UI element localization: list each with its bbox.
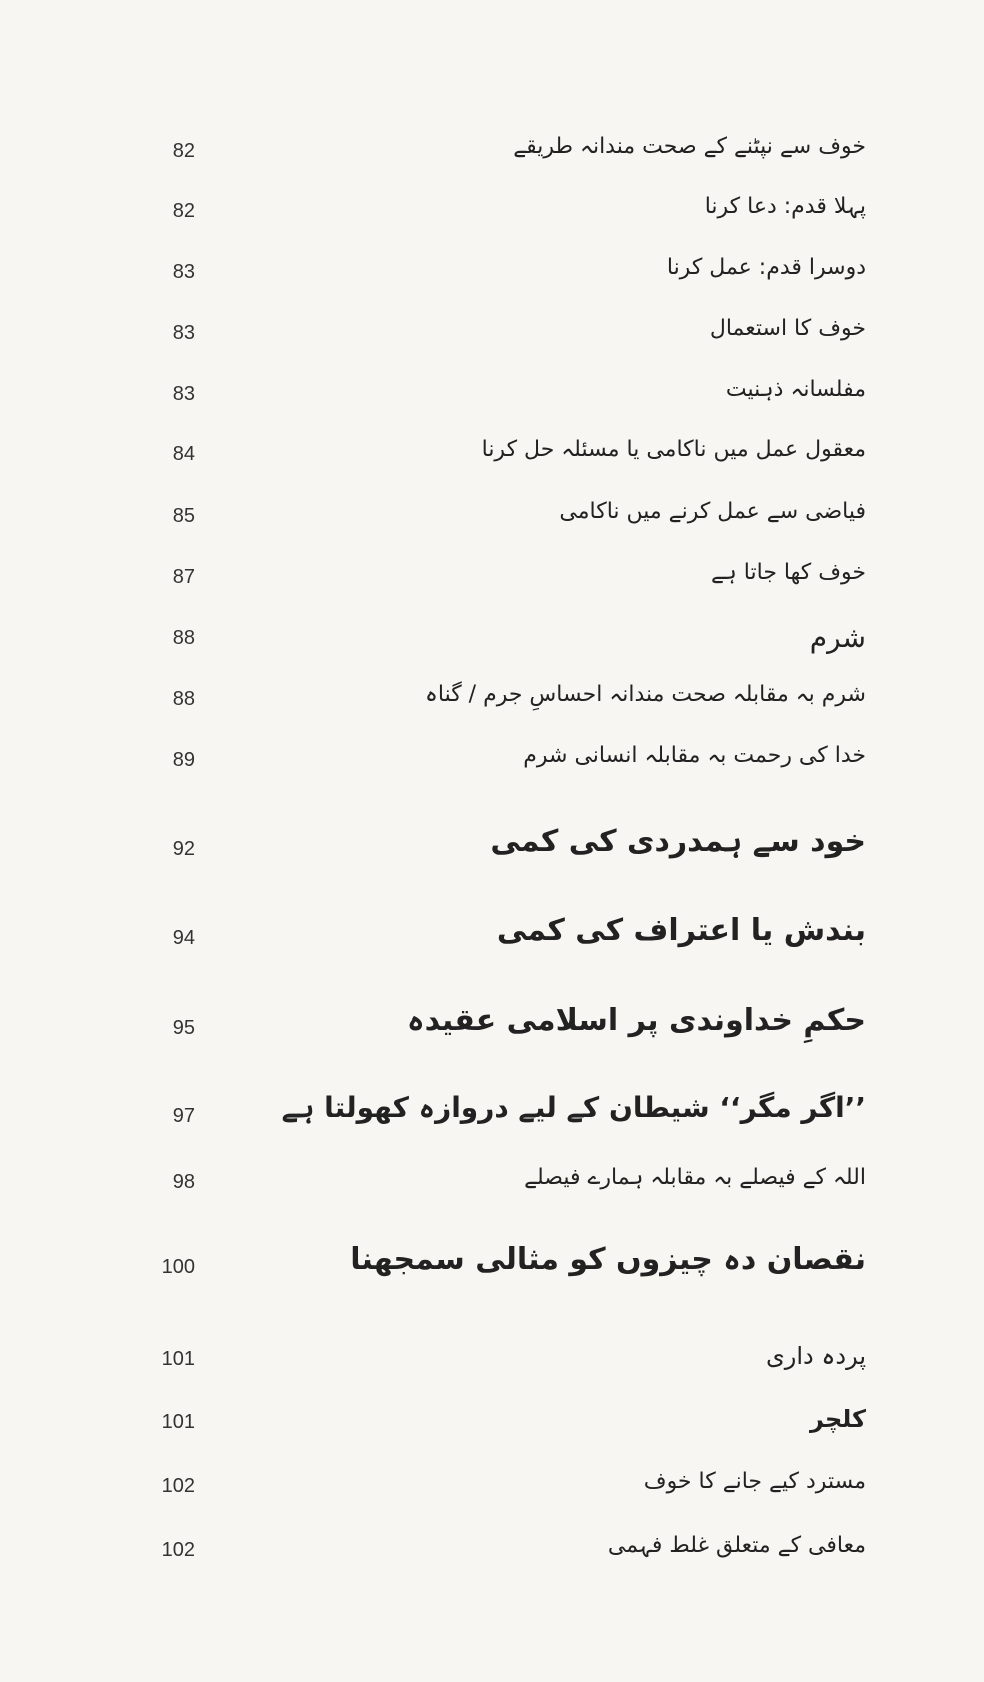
toc-entry-title: معقول عمل میں ناکامی یا مسئلہ حل کرنا <box>481 437 866 462</box>
toc-entry-page: 87 <box>172 566 195 588</box>
toc-entry-title: پردہ داری <box>765 1342 866 1370</box>
toc-entry <box>0 560 984 620</box>
toc-entry-page: 97 <box>172 1105 195 1127</box>
toc-entry <box>0 1091 984 1151</box>
toc-entry <box>0 1165 984 1225</box>
toc-entry-page: 102 <box>161 1475 195 1497</box>
toc-entry <box>0 1469 984 1529</box>
toc-entry-title: ’’اگر مگر‘‘ شیطان کے لیے دروازہ کھولتا ہے <box>281 1091 866 1124</box>
toc-entry-title: پہلا قدم: دعا کرنا <box>704 194 866 219</box>
toc-entry-page: 102 <box>161 1539 195 1561</box>
toc-entry <box>0 743 984 803</box>
toc-entry <box>0 824 984 884</box>
toc-entry-title: بندش یا اعتراف کی کمی <box>496 913 866 948</box>
toc-entry <box>0 1405 984 1465</box>
toc-entry-title: خوف سے نپٹنے کے صحت مندانہ طریقے <box>513 134 866 159</box>
toc-entry-page: 101 <box>161 1411 195 1433</box>
toc-entry-page: 101 <box>161 1348 195 1370</box>
toc-entry <box>0 1003 984 1063</box>
toc-entry-title: شرم بہ مقابلہ صحت مندانہ احساسِ جرم / گناہ <box>424 682 866 707</box>
toc-entry-title: مسترد کیے جانے کا خوف <box>643 1469 866 1494</box>
toc-entry <box>0 1533 984 1593</box>
toc-entry <box>0 437 984 497</box>
toc-entry-title: کلچر <box>810 1405 866 1433</box>
toc-entry-title: خوف کا استعمال <box>709 316 866 341</box>
toc-entry <box>0 1342 984 1402</box>
toc-entry <box>0 316 984 376</box>
toc-entry-title: خود سے ہمدردی کی کمی <box>490 824 866 859</box>
toc-entry-title: معافی کے متعلق غلط فہمی <box>607 1533 866 1558</box>
toc-entry-title: حکمِ خداوندی پر اسلامی عقیدہ <box>407 1003 866 1038</box>
toc-entry-title: خدا کی رحمت بہ مقابلہ انسانی شرم <box>523 743 866 768</box>
toc-entry <box>0 255 984 315</box>
toc-entry <box>0 377 984 437</box>
toc-entry-page: 85 <box>172 505 195 527</box>
toc-entry-page: 88 <box>172 688 195 710</box>
toc-entry-page: 82 <box>172 140 195 162</box>
toc-entry-page: 98 <box>172 1171 195 1193</box>
toc-entry-page: 89 <box>172 749 195 771</box>
toc-entry-page: 82 <box>172 200 195 222</box>
toc-entry-page: 95 <box>172 1017 195 1039</box>
toc-entry-page: 83 <box>172 261 195 283</box>
toc-entry-page: 94 <box>172 927 195 949</box>
toc-entry <box>0 134 984 194</box>
toc-entry-title: فیاضی سے عمل کرنے میں ناکامی <box>559 499 866 524</box>
toc-entry-page: 92 <box>172 838 195 860</box>
toc-entry-title: مفلسانہ ذہنیت <box>725 377 866 402</box>
toc-entry-title: خوف کھا جاتا ہے <box>711 560 866 585</box>
toc-entry <box>0 194 984 254</box>
toc-entry-title: نقصان دہ چیزوں کو مثالی سمجھنا <box>350 1242 866 1277</box>
toc-entry-page: 83 <box>172 322 195 344</box>
toc-entry-title: دوسرا قدم: عمل کرنا <box>666 255 866 280</box>
toc-entry-page: 84 <box>172 443 195 465</box>
toc-entry-page: 100 <box>161 1256 195 1278</box>
toc-entry <box>0 1242 984 1302</box>
toc-entry <box>0 621 984 681</box>
toc-entry <box>0 499 984 559</box>
toc-entry-page: 83 <box>172 383 195 405</box>
toc-entry <box>0 913 984 973</box>
toc-entry-title: شرم <box>809 621 866 654</box>
toc-entry-page: 88 <box>172 627 195 649</box>
toc-entry <box>0 682 984 742</box>
toc-entry-title: اللہ کے فیصلے بہ مقابلہ ہمارے فیصلے <box>524 1165 866 1190</box>
